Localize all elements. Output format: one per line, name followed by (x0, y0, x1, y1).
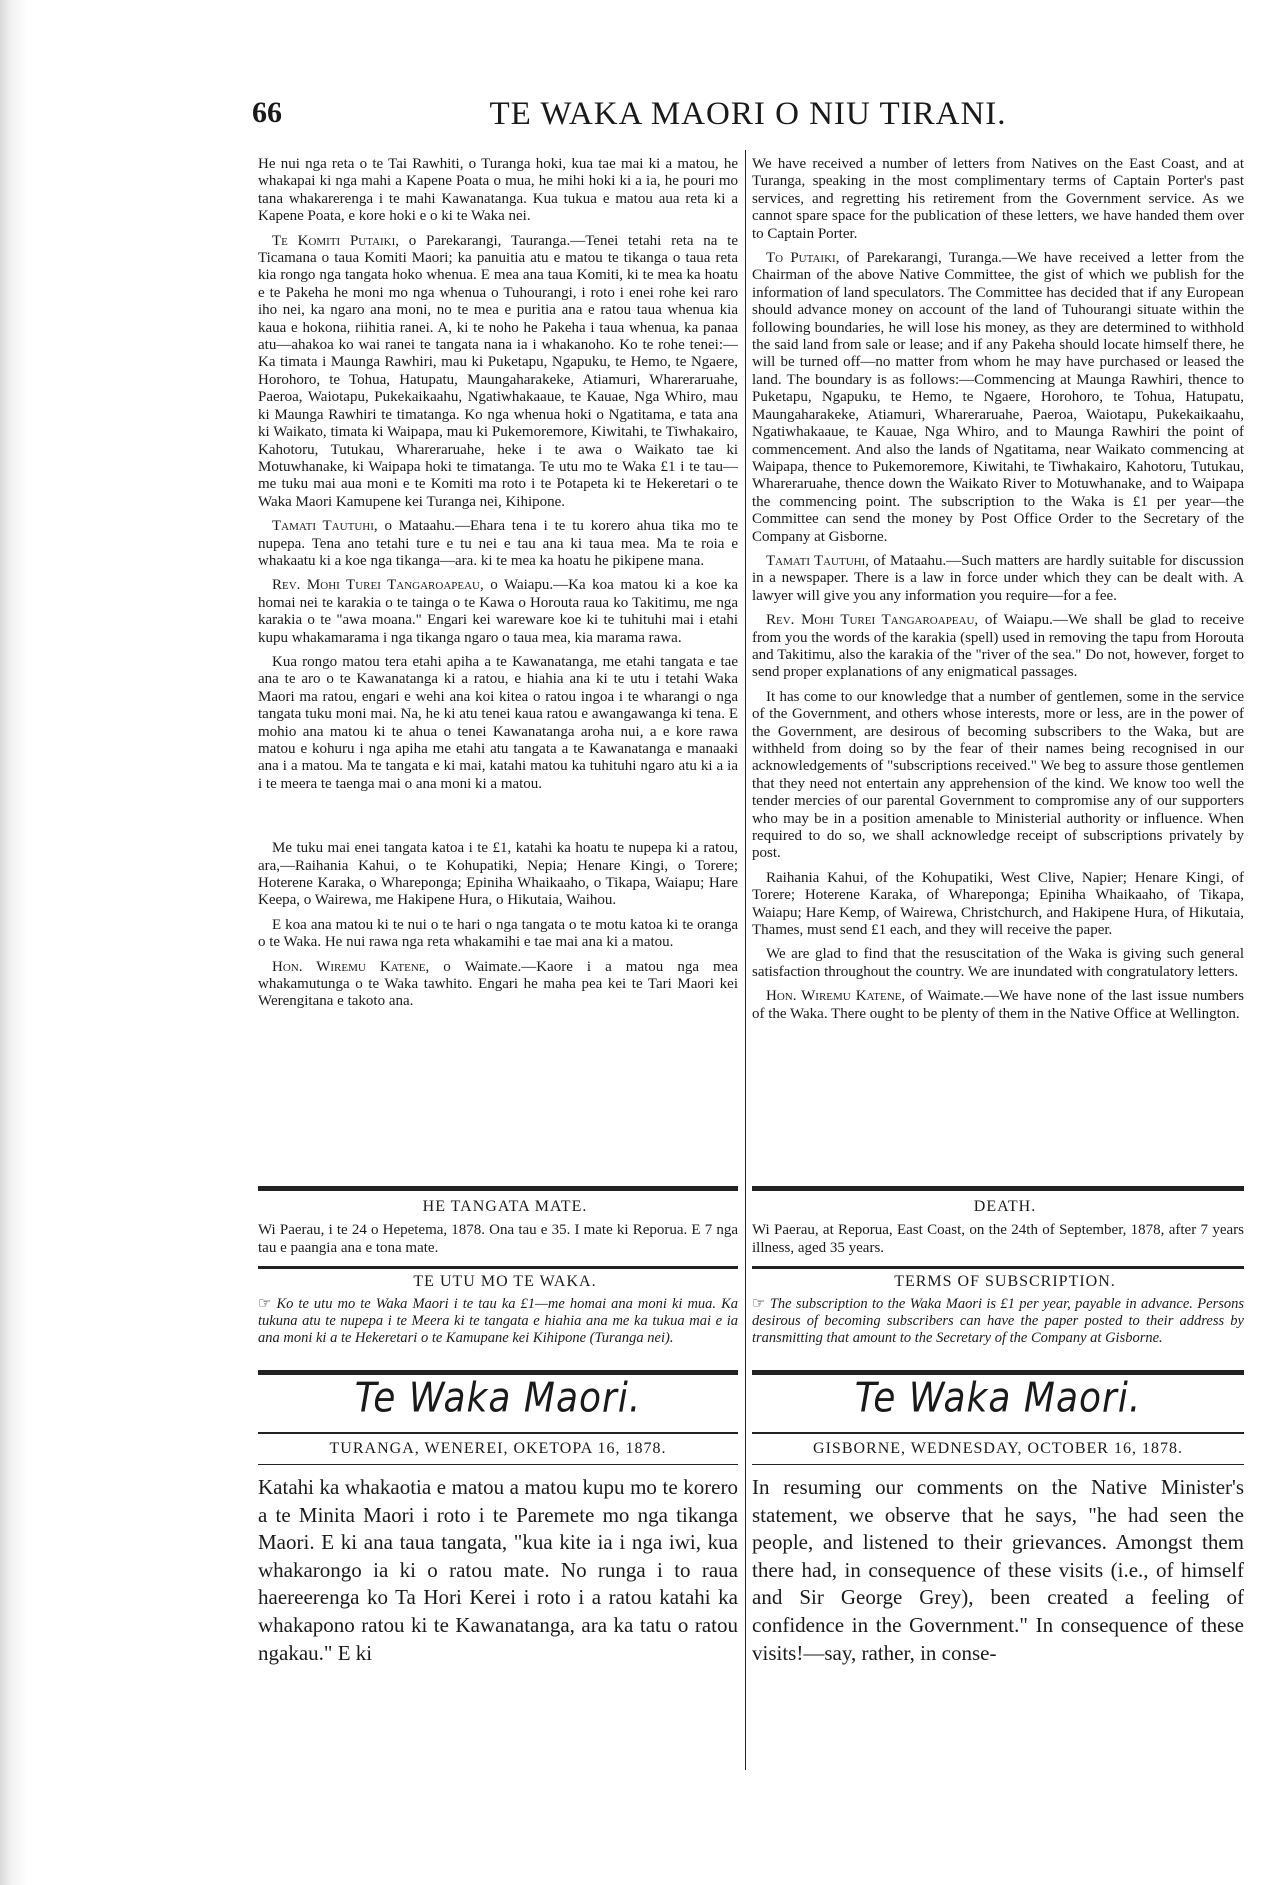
subscription-heading-maori-box (258, 1273, 738, 1293)
death-notice-maori (258, 1198, 738, 1260)
english-paragraph: , of Mataahu.—Such matters are hardly suitable for discussion in a newspaper. There is a law in force under which they can be dealt with. A lawyer will give you any information you require—for a fee. (752, 552, 1244, 604)
correspondent-name: Tamati Tautuhi (272, 518, 374, 535)
correspondent-name: Rev. Mohi Turei Tangaroapeau (272, 577, 480, 594)
dateline-maori: TURANGA, WENEREI, OKETOPA 16, 1878. (329, 1440, 667, 1457)
maori-paragraph: He nui nga reta o te Tai Rawhiti, o Turanga hoki, kua tae mai ki a matou, he whakapai ki nga mahi a Kapene Poata o mua, he mihi hoki ki a ia, he pouri mo tana whakarerenga i te mahi Kawanatanga. Kua tukua e matou aua reta ki a Kapene Poata, e kore hoki e o ki te Waka nei. (258, 156, 738, 225)
maori-paragraph: , o Waimate.—Kaore i a matou nga mea whakamutunga o te Waka tawhito. Engari he maha pea kei te Tari Maori kei Werengitana e takoto ana. (258, 958, 738, 1010)
death-text-maori: Wi Paerau, i te 24 o Hepetema, 1878. Ona tau e 35. I mate ki Reporua. E 7 nga tau e paangia ana e tona mate. (258, 1222, 738, 1256)
death-notice-english (752, 1198, 1244, 1260)
page-binding-edge (0, 0, 28, 1885)
english-paragraph: We have received a number of letters from Natives on the East Coast, and at Turanga, speaking in the most complimentary terms of Captain Porter's past services, and regretting his retirement from the Government service. As we cannot spare space for the publication of these letters, we have handed them over to Captain Porter. (752, 156, 1244, 242)
subscription-notice-english (752, 1296, 1244, 1347)
correspondent-name: Hon. Wiremu Katene (766, 988, 902, 1005)
english-paragraph: , of Parekarangi, Turanga.—We have received a letter from the Chairman of the above Native Committee, the gist of which we publish for the information of land speculators. The Committee has decided that if any European should advance money on account of the land of Tuhourangi situate within the following boundaries, he will lose his money, as they are determined to withhold the said land from sale or lease; and if any Pakeha should locate himself there, he will be turned off—no matter from whom he may have purchased or leased the land. The boundary is as follows:—Commencing at Maunga Rawhiri, thence to Puketapu, Ngapuku, te Hemo, te Ngaere, Horohoro, te Tohua, Hatupatu, Maungaharakeke, Atiamuri, Whareraruahe, Paeroa, Waiotapu, Pukekaikaahu, Ngatiwhakaaue, te Kauae, Nga Whiro, and to Maunga Rawhiri the point of commencement. And also the lands of Ngatitama, near Waikato commencing at Waipapa, thence to Pukemoremore, Kiwitahi, te Tiwhakairo, Kahotoru, Tutukau, Whareraruahe, thence down the Waikato River to Motuwhanake, and to Waipapa the commencing point. The subscription to the Waka is £1 per year—the Committee can send the money by Post Office Order to the Secretary of the Company at Gisborne. (752, 250, 1244, 545)
section-rule (752, 1464, 1244, 1465)
subscription-heading-english: TERMS OF SUBSCRIPTION. (894, 1273, 1116, 1290)
death-heading-english: DEATH. (973, 1198, 1037, 1215)
maori-paragraph: , o Parekarangi, Tauranga.—Tenei tetahi reta na te Ticamana o taua Komiti Maori; ka panuitia atu e matou te tikanga o taua reta kia rongo nga tangata hoko whenua. E mea ana taua Komiti, ki te mea ka hoatu e te Pakeha he moni mo nga whenua o Tuhourangi, i roto i enei rohe kei raro iho nei, ka ngaro ana moni, no te mea e puritia ana e ratou taua whenua kia kaua e hokona, riihitia ranei. A, ki te noho he Pakeha i taua whenua, ka panaa atu—ahakoa ko wai ranei te tangata nana ia i whakanoho. Ko te rohe tenei:—Ka timata i Maunga Rawhiri, mau ki Puketapu, Ngapuku, te Hemo, te Ngaere, Horohoro, te Tohua, Hatupatu, Maungaharakeke, Atiamuri, Whareraruahe, Paeroa, Waiotapu, Pukekaikaahu, Ngatiwhakaaue, te Kauae, Nga Whiro, mau ki Maunga Rawhiri te timatanga. Ko nga whenua hoki o Ngatitama, e tata ana ki Waikato, timata ki Waipapa, mau ki Pukemoremore, Kiwitahi, te Tiwhakairo, Kahotoru, Tutukau, Whareraruahe, heke i te awa o Waikato tae ki Motuwhanake, ki Waipapa hoki te timatanga. Te utu mo te Waka £1 i te tau—me tuku mai aua moni e te Komiti ma roto i te Potapeta ki te Hekeretari o te Waka Maori Kamupene kei Turanga nei, Kihipone. (258, 232, 738, 510)
editorial-title-maori: Te Waka Maori. (354, 1374, 642, 1423)
section-rule (258, 1186, 738, 1191)
maori-paragraph: Me tuku mai enei tangata katoa i te £1, katahi ka hoatu te nupepa ki a ratou, ara,—Raihania Kahui, o te Kohupatiki, Nepia; Henare Kingi, o Torere; Hoterene Karaka, o Wharepongа; Epiniha Whaikaaho, o Tikapa, Waiapu; Hare Keepa, o Wairewa, me Hakipene Hura, o Hikutaia, Waihou. (258, 840, 738, 909)
english-paragraph: It has come to our knowledge that a number of gentlemen, some in the service of the Government, and others whose interests, more or less, are in the power of the Government, are desirous of becoming subscribers to the Waka, but are withheld from doing so by the fear of their names being recognised in our acknowledgements of "subscriptions received." We beg to assure those gentlemen that they need not entertain any apprehension of the kind. We know too well the tender mercies of our parental Government to compromise any of our supporters who may be in a position amenable to Ministerial authority or influence. When required to do so, we shall acknowledge receipt of subscriptions privately by post. (752, 688, 1244, 862)
subscription-heading-maori: TE UTU MO TE WAKA. (413, 1273, 597, 1290)
maori-paragraph: , o Mataahu.—Ehara tena i te tu korero ahua tika mo te nupepa. Tena ano tetahi ture e tu nei e tau ana ki taua mea. Ma te roia e whakaatu ki a koe nga tikanga—ara. ki te mea ka hoatu he pikipene mana. (258, 518, 738, 569)
dateline-english: GISBORNE, WEDNESDAY, OCTOBER 16, 1878. (813, 1440, 1183, 1457)
page-header (252, 96, 1244, 140)
correspondent-name: Hon. Wiremu Katene (272, 958, 426, 975)
maori-paragraph: , o Waiapu.—Ka koa matou ki a koe ka homai nei te karakia o te tainga o te Kawa o Horouta raua ko Takitimu, me nga karakia o te "awa moana." Engari kei wareware koe ki te tuhituhi mai i etahi kupu whakamarama i nga tikanga ngaro o taua mea, kia marama rawa. (258, 577, 738, 646)
death-text-english: Wi Paerau, at Reporua, East Coast, on the 24th of September, 1878, after 7 years illness, aged 35 years. (752, 1222, 1244, 1256)
editorial-text-maori: Katahi ka whakaotia e matou a matou kupu mo te korero a te Minita Maori i roto i te Paremete mo nga tikanga Maori. E ki ana taua tangata, "kua kite ia i nga iwi, kua whakarongo ia ki o ratou mate. No runga i to raua haereerenga ko Ta Hori Kerei i roto i a ratou katahi ka whakapono ratou ki te Kawanatanga, ara ka tatu o ratou ngakau." E ki (258, 1475, 738, 1665)
section-rule (752, 1186, 1244, 1191)
english-paragraph: We are glad to find that the resuscitation of the Waka is giving such general satisfaction throughout the country. We are inundated with congratulatory letters. (752, 946, 1244, 980)
correspondent-name: Tamati Tautuhi (766, 552, 866, 569)
correspondent-name: Rev. Mohi Turei Tangaroapeau (766, 612, 975, 629)
subscription-text-english: The subscription to the Waka Maori is £1 per year, payable in advance. Persons desirous of becoming subscribers can have the paper posted to their address by transmitting that amount to the Secretary of the Company at Gisborne. (752, 1296, 1245, 1346)
english-paragraph: , of Waimate.—We have none of the last issue numbers of the Waka. There ought to be plenty of them in the Native Office at Wellington. (752, 988, 1244, 1022)
maori-column (258, 156, 738, 1178)
english-paragraph: Raihania Kahui, of the Kohupatiki, West Clive, Napier; Henare Kingi, of Torere; Hoterene Karaka, of Whareponga; Epiniha Whaikaaho, of Tikapa, Waiapu; Hare Kemp, of Wairewa, Christchurch, and Hakipene Hura, of Hikutaia, Thames, must send £1 each, and they will receive the paper. (752, 869, 1244, 939)
page-number: 66 (252, 96, 282, 129)
subscription-heading-english-box (752, 1273, 1244, 1293)
subscription-text-maori: Ko te utu mo te Waka Maori i te tau ka £1—me homai ana moni ki mua. Ka tukuna atu te nupepa i te Meera ki te tangata e hiahia ana me ka tukua mai e ia ana moni ki a te Hekeretari o te Kamupane kei Kihipone (Turanga nei). (258, 1296, 738, 1346)
section-rule (752, 1432, 1244, 1434)
pointing-hand-icon: ☞ (752, 1296, 766, 1312)
editorial-title-english: Te Waka Maori. (854, 1374, 1142, 1423)
maori-paragraph: Kua rongo matou tera etahi apiha a te Kawanatanga, me etahi tangata e tae ana te aro o te Kawanatanga ki a ratou, e hiahia ana ki te utu i tetahi Waka Maori ma ratou, engari e wehi ana koi kitea o ratou ingoa i te wharangi o nga tangata tuku moni mai. Na, he ki atu tenei kaua ratou e awangawanga ki tena. E mohio ana matou ki te ahua o tenei Kawanatanga aroha nui, a e kore rawa matou e kohuru i nga apiha me etahi atu tangata a te Kawanatanga e manaaki ana i a matou. Ma te tangata e ki mai, katahi matou ka tuhituhi ngaro atu ki a ia i te meera te taenga mai o ana moni ki a matou. (258, 653, 738, 792)
section-rule (258, 1266, 738, 1269)
editorial-text-english: In resuming our comments on the Native Minister's statement, we observe that he says, "he had seen the people, and listened to their grievances. Amongst them there had, in consequence of these visits (i.e., of himself and Sir George Grey), been created a feeling of confidence in the Government." In consequence of these visits!—say, rather, in conse- (752, 1475, 1244, 1665)
correspondent-name: To Putaiki (766, 250, 836, 267)
death-heading-maori: HE TANGATA MATE. (422, 1198, 588, 1215)
english-paragraph: , of Waiapu.—We shall be glad to receive from you the words of the karakia (spell) used in removing the tapu from Horouta and Takitimu, also the karakia of the "river of the sea." Do not, however, forget to send proper explanations of any enigmatical passages. (752, 612, 1244, 681)
pointing-hand-icon: ☞ (258, 1296, 272, 1312)
section-rule (752, 1266, 1244, 1269)
maori-paragraph: E koa ana matou ki te nui o te hari o nga tangata o te motu katoa ki te oranga o te Waka. He nui rawa nga reta whakamihi e tae mai ana ki a matou. (258, 916, 738, 951)
correspondent-name: Te Komiti Putaiki (272, 232, 396, 249)
english-column (752, 156, 1244, 1178)
column-divider (745, 150, 746, 1770)
masthead-title: TE WAKA MAORI O NIU TIRANI. (489, 96, 1007, 132)
section-rule (258, 1464, 738, 1465)
section-rule (258, 1432, 738, 1434)
subscription-notice-maori (258, 1296, 738, 1347)
